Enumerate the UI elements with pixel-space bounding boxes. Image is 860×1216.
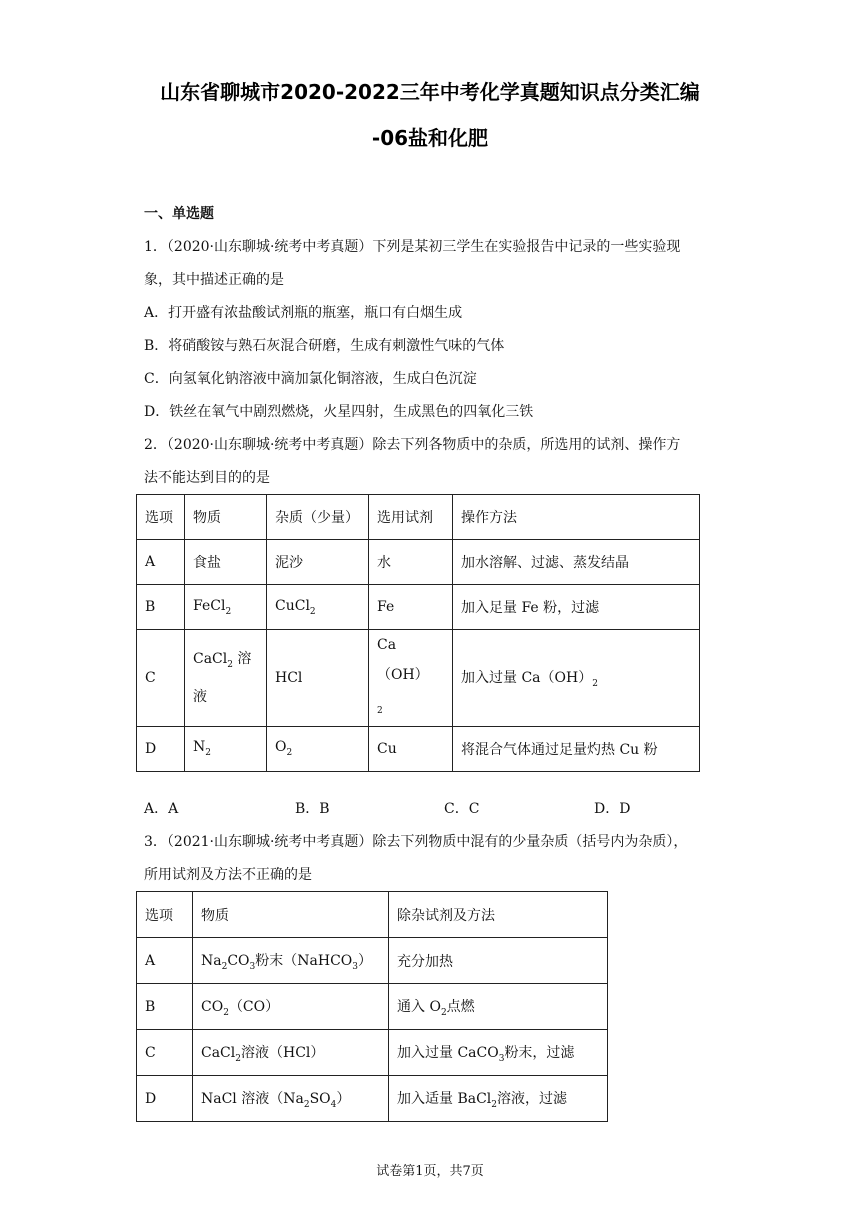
q1-option-a: A．打开盛有浓盐酸试剂瓶的瓶塞，瓶口有白烟生成	[144, 305, 463, 321]
table-header-row	[137, 892, 608, 938]
formula-text: 溶液（HCl）	[240, 1044, 325, 1061]
formula-text: 加入过量 Ca（OH）	[461, 670, 593, 686]
table-row	[137, 1076, 608, 1122]
formula-text: （CO）	[228, 998, 280, 1015]
table-header-cell: 选项	[137, 892, 193, 938]
substance-cell	[193, 938, 389, 984]
formula-subscript: 2	[235, 1053, 241, 1064]
formula-subscript: 3	[498, 1053, 505, 1064]
formula-text: FeCl	[193, 597, 226, 614]
formula-subscript: 2	[309, 606, 316, 617]
formula-text: 加入适量 BaCl	[397, 1090, 492, 1107]
option-cell: C	[137, 630, 185, 727]
method-cell	[389, 1076, 608, 1122]
doc-title-line1: 山东省聊城市2020-2022三年中考化学真题知识点分类汇编	[160, 80, 700, 104]
substance-cell	[185, 630, 267, 727]
formula-subscript: 3	[352, 961, 359, 972]
section-heading: 一、单选题	[144, 206, 214, 222]
formula-text: CO	[227, 952, 250, 969]
q2-choice-c: C．C	[444, 801, 480, 817]
q2-choice-b: B．B	[295, 801, 330, 817]
q2-stem-line1: 2．（2020·山东聊城·统考中考真题）除去下列各物质中的杂质，所选用的试剂、操作方	[144, 437, 681, 453]
substance-cell	[193, 984, 389, 1030]
formula-subscript: 3	[249, 961, 256, 972]
formula-subscript: 2	[225, 606, 232, 617]
formula-text: CuCl	[275, 597, 310, 614]
q1-option-b: B．将硝酸铵与熟石灰混合研磨，生成有刺激性气味的气体	[144, 338, 505, 354]
formula-text: O	[275, 739, 287, 756]
table-row	[137, 984, 608, 1030]
formula-subscript: 2	[377, 705, 383, 716]
impurity-cell: 泥沙	[267, 540, 369, 585]
formula-subscript: 2	[303, 1099, 310, 1110]
formula-text: NaCl 溶液（Na	[201, 1090, 304, 1107]
method-cell: 加水溶解、过滤、蒸发结晶	[453, 540, 700, 585]
option-cell: B	[137, 585, 185, 630]
q2-table	[136, 494, 700, 772]
formula-subscript: 2	[592, 678, 598, 689]
formula-text: 点燃	[446, 998, 475, 1015]
q3-stem-line2: 所用试剂及方法不正确的是	[144, 867, 312, 883]
formula-text: N	[193, 739, 206, 756]
table-header-cell: 除杂试剂及方法	[389, 892, 608, 938]
formula-text: ）	[358, 952, 373, 969]
formula-subscript: 4	[330, 1099, 337, 1110]
table-row	[137, 726, 700, 771]
table-row	[137, 938, 608, 984]
table-header-cell: 选用试剂	[369, 495, 453, 540]
formula-text: 溶液	[193, 651, 252, 705]
method-cell: 将混合气体通过足量灼热 Cu 粉	[453, 726, 700, 771]
method-cell: 充分加热	[389, 938, 608, 984]
table-row	[137, 630, 700, 727]
impurity-cell	[267, 585, 369, 630]
table-header-cell: 杂质（少量）	[267, 495, 369, 540]
formula-text: Ca（OH）	[377, 637, 429, 683]
formula-text: 粉末（NaHCO	[255, 952, 353, 969]
table-header-row	[137, 495, 700, 540]
formula-subscript: 2	[491, 1099, 498, 1110]
formula-subscript: 2	[223, 1007, 229, 1018]
formula-text: 通入 O	[397, 998, 441, 1015]
formula-subscript: 2	[286, 748, 293, 759]
option-cell: D	[137, 726, 185, 771]
formula-text: SO	[309, 1090, 331, 1107]
formula-subscript: 2	[227, 659, 233, 670]
formula-text: 加入过量 CaCO	[397, 1044, 499, 1061]
option-cell: D	[137, 1076, 193, 1122]
q2-stem-line2: 法不能达到目的的是	[144, 470, 270, 486]
q1-option-c: C．向氢氧化钠溶液中滴加氯化铜溶液，生成白色沉淀	[144, 371, 477, 387]
option-cell: A	[137, 540, 185, 585]
method-cell: 加入足量 Fe 粉，过滤	[453, 585, 700, 630]
q2-choice-a: A．A	[144, 801, 179, 817]
formula-text: ）	[336, 1090, 351, 1107]
table-header-cell: 物质	[185, 495, 267, 540]
method-cell	[389, 1030, 608, 1076]
option-cell: A	[137, 938, 193, 984]
option-cell: B	[137, 984, 193, 1030]
method-cell	[389, 984, 608, 1030]
reagent-cell: Fe	[369, 585, 453, 630]
substance-cell	[185, 585, 267, 630]
option-cell: C	[137, 1030, 193, 1076]
table-header-cell: 物质	[193, 892, 389, 938]
q1-option-d: D．铁丝在氧气中剧烈燃烧，火星四射，生成黑色的四氧化三铁	[144, 404, 534, 420]
reagent-cell: Cu	[369, 726, 453, 771]
doc-title-line2: -06盐和化肥	[371, 126, 489, 150]
substance-cell	[193, 1076, 389, 1122]
impurity-cell	[267, 726, 369, 771]
substance-cell	[193, 1030, 389, 1076]
formula-text: CaCl	[201, 1044, 236, 1061]
table-row	[137, 585, 700, 630]
page-footer: 试卷第1页，共7页	[376, 1164, 484, 1179]
formula-text: CO	[201, 998, 224, 1015]
table-row	[137, 1030, 608, 1076]
q3-stem-line1: 3．（2021·山东聊城·统考中考真题）除去下列物质中混有的少量杂质（括号内为杂质），	[144, 834, 688, 850]
reagent-cell: 水	[369, 540, 453, 585]
q2-choice-d: D．D	[594, 801, 631, 817]
q1-stem-line1: 1．（2020·山东聊城·统考中考真题）下列是某初三学生在实验报告中记录的一些实验现	[144, 239, 681, 255]
formula-text: 粉末，过滤	[504, 1044, 575, 1061]
formula-subscript: 2	[440, 1007, 447, 1018]
q1-stem-line2: 象，其中描述正确的是	[144, 272, 284, 288]
table-header-cell: 操作方法	[453, 495, 700, 540]
formula-subscript: 2	[221, 961, 228, 972]
table-row	[137, 540, 700, 585]
method-cell	[453, 630, 700, 727]
table-header-cell: 选项	[137, 495, 185, 540]
formula-text: Na	[201, 952, 222, 969]
formula-text: 溶液，过滤	[497, 1090, 568, 1107]
reagent-cell	[369, 630, 453, 727]
substance-cell: 食盐	[185, 540, 267, 585]
formula-text: CaCl	[193, 651, 228, 667]
formula-subscript: 2	[205, 748, 211, 759]
impurity-cell: HCl	[267, 630, 369, 727]
substance-cell	[185, 726, 267, 771]
q3-table	[136, 891, 608, 1122]
